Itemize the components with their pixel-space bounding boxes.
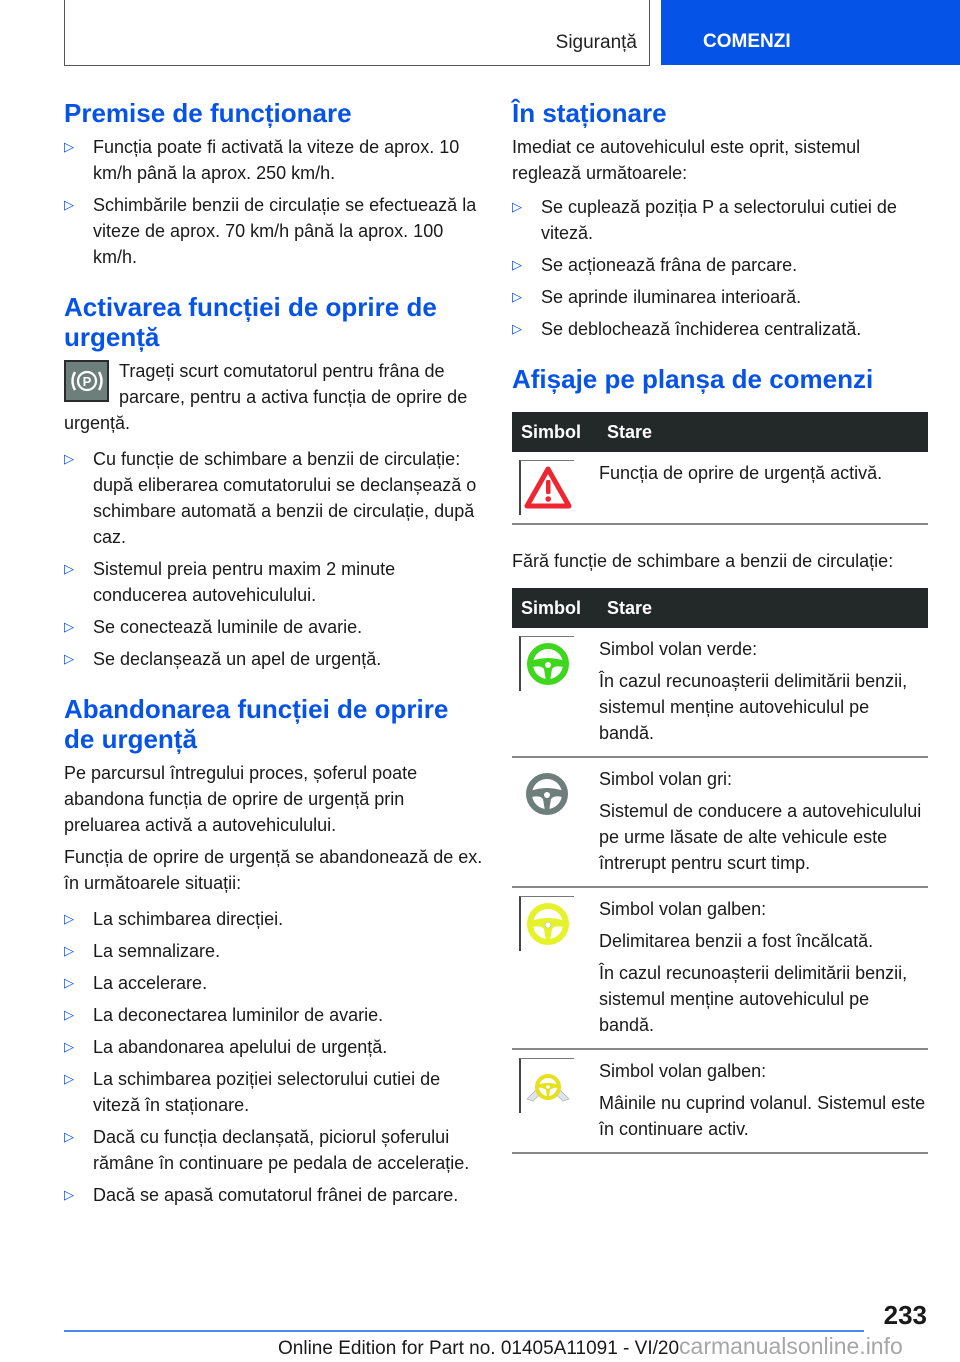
list-item: ▷ Dacă se apasă comutatorul frânei de parcare. <box>64 1182 484 1208</box>
bullet-triangle-icon: ▷ <box>64 1007 74 1022</box>
table-row: Simbol volan gri: Sistemul de conducere a autovehiculului pe urme lăsate de alte vehicule este întrerupt pentru scurt timp. <box>512 757 928 887</box>
list-item: ▷ Dacă cu funcția declanșată, piciorul șoferului rămâne în continuare pe pedala de accelerație. <box>64 1124 484 1176</box>
list-item: ▷ La schimbarea direcției. <box>64 906 484 932</box>
bullet-triangle-icon: ▷ <box>64 1039 74 1054</box>
list-item: ▷ La accelerare. <box>64 970 484 996</box>
bullet-triangle-icon: ▷ <box>64 943 74 958</box>
symbol-table-2 <box>512 588 928 1154</box>
bullet-triangle-icon: ▷ <box>64 561 74 576</box>
bullet-triangle-icon: ▷ <box>64 1071 74 1086</box>
stationare-list <box>512 194 928 342</box>
bullet-triangle-icon: ▷ <box>64 139 74 154</box>
bullet-triangle-icon: ▷ <box>64 197 74 212</box>
activare-list <box>64 446 484 672</box>
list-item: ▷ Sistemul preia pentru maxim 2 minute conducerea autovehiculului. <box>64 556 484 608</box>
list-item: ▷ Schimbările benzii de circulație se efectuează la viteze de aprox. 70 km/h până la aprox. 100 km/h. <box>64 192 484 270</box>
list-item: ▷ Cu funcție de schimbare a benzii de circulație: după eliberarea comutatorului se declanșează o schimbare automată a benzii de circulație, după caz. <box>64 446 484 550</box>
bullet-triangle-icon: ▷ <box>512 321 522 336</box>
list-item: ▷ Funcția poate fi activată la viteze de aprox. 10 km/h până la aprox. 250 km/h. <box>64 134 484 186</box>
watermark: carmanualsonline.info <box>679 1333 903 1359</box>
list-item: ▷ La abandonarea apelului de urgență. <box>64 1034 484 1060</box>
tab-label: COMENZI <box>703 31 791 52</box>
table-row: Simbol volan galben: Mâinile nu cuprind volanul. Sistemul este în continuare activ. <box>512 1049 928 1153</box>
stationare-intro: Imediat ce autovehiculul este oprit, sistemul reglează următoarele: <box>512 137 861 183</box>
steering-wheel-green-icon <box>519 636 574 691</box>
list-item: ▷ Se aprinde iluminarea interioară. <box>512 284 928 310</box>
parking-brake-icon <box>64 360 109 402</box>
bullet-triangle-icon: ▷ <box>64 911 74 926</box>
hands-off-wheel-yellow-icon <box>519 1058 574 1113</box>
steering-wheel-yellow-icon <box>519 896 574 951</box>
column-header-stare: Stare <box>598 412 928 452</box>
bullet-triangle-icon: ▷ <box>64 651 74 666</box>
abandonare-para2: Funcția de oprire de urgență se abandonează de ex. în următoarele situații: <box>64 847 483 893</box>
bullet-triangle-icon: ▷ <box>64 451 74 466</box>
heading-abandonare: Abandonarea funcției de oprire de urgență <box>64 694 449 754</box>
footer-divider <box>64 1330 864 1332</box>
abandonare-list <box>64 906 484 1208</box>
bullet-triangle-icon: ▷ <box>64 1187 74 1202</box>
steering-wheel-gray-icon <box>519 766 574 821</box>
list-item: ▷ Se cuplează poziția P a selectorului cutiei de viteză. <box>512 194 928 246</box>
table-row: Simbol volan galben: Delimitarea benzii a fost încălcată. În cazul recunoașterii delimitării benzii, sistemul menține autovehiculul pe bandă. <box>512 887 928 1049</box>
svg-text:P: P <box>82 374 91 389</box>
bullet-triangle-icon: ▷ <box>512 289 522 304</box>
section-title: Siguranță <box>555 32 637 53</box>
abandonare-para1: Pe parcursul întregului proces, șoferul poate abandona funcția de oprire de urgență prin preluarea activă a autovehiculului. <box>64 763 418 835</box>
right-column <box>512 98 928 1154</box>
premise-list <box>64 134 484 270</box>
afisaje-subtitle: Fără funcție de schimbare a benzii de circulație: <box>512 551 894 571</box>
symbol-table-1 <box>512 412 928 525</box>
heading-stationare: În staționare <box>512 98 667 128</box>
column-header-simbol: Simbol <box>512 588 598 628</box>
bullet-triangle-icon: ▷ <box>64 1129 74 1144</box>
list-item: ▷ Se conectează luminile de avarie. <box>64 614 484 640</box>
header-section-box <box>64 0 650 66</box>
table-row: Funcția de oprire de urgență activă. <box>512 452 928 524</box>
bullet-triangle-icon: ▷ <box>64 975 74 990</box>
list-item: ▷ Se acționează frâna de parcare. <box>512 252 928 278</box>
edition-info: Online Edition for Part no. 01405A11091 - VI/20carmanualsonline.info <box>278 1333 903 1359</box>
column-header-simbol: Simbol <box>512 412 598 452</box>
list-item: ▷ La semnalizare. <box>64 938 484 964</box>
heading-premise: Premise de funcționare <box>64 98 352 128</box>
heading-activare: Activarea funcției de oprire de urgență <box>64 292 437 352</box>
bullet-triangle-icon: ▷ <box>512 199 522 214</box>
bullet-triangle-icon: ▷ <box>512 257 522 272</box>
page-number: 233 <box>883 1300 927 1330</box>
header-tab-comenzi[interactable] <box>661 0 960 65</box>
list-item: ▷ La schimbarea poziției selectorului cutiei de viteză în staționare. <box>64 1066 484 1118</box>
left-column <box>64 98 484 1214</box>
warning-triangle-icon <box>519 460 574 515</box>
table-row: Simbol volan verde: În cazul recunoașterii delimitării benzii, sistemul menține autovehiculul pe bandă. <box>512 628 928 757</box>
list-item: ▷ La deconectarea luminilor de avarie. <box>64 1002 484 1028</box>
list-item: ▷ Se deblochează închiderea centralizată. <box>512 316 928 342</box>
column-header-stare: Stare <box>598 588 928 628</box>
heading-afisaje: Afișaje pe planșa de comenzi <box>512 364 874 394</box>
activare-intro: P Trageți scurt comutatorul pentru frâna de parcare, pentru a activa funcția de oprire de urgență. <box>64 361 468 433</box>
list-item: ▷ Se declanșează un apel de urgență. <box>64 646 484 672</box>
bullet-triangle-icon: ▷ <box>64 619 74 634</box>
